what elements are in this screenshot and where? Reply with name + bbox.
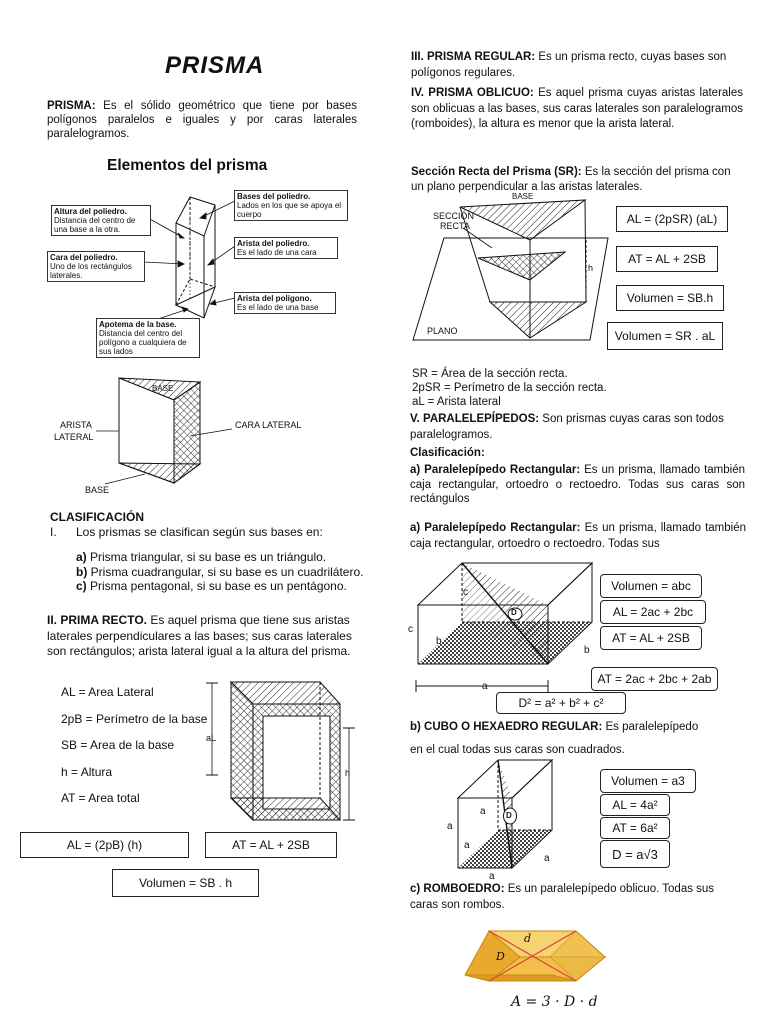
paralelepipedos-paragraph: V. PARALELEPÍPEDOS: Son prismas cuyas caras son todos paralelogramos. bbox=[410, 413, 724, 441]
definition-term: PRISMA: bbox=[47, 100, 96, 112]
cube-label-d: D bbox=[506, 811, 512, 820]
legend-at: AT = Area total bbox=[61, 791, 140, 805]
sr-label-seccion: SECCIÓN bbox=[433, 211, 475, 221]
box-label-a: a bbox=[482, 681, 488, 692]
legend-h: h = Altura bbox=[61, 764, 113, 779]
cube-label-a4: a bbox=[544, 853, 550, 864]
formula-at-cubo: AT = 6a² bbox=[600, 817, 670, 839]
label-base-bottom: BASE bbox=[85, 485, 110, 495]
clasificacion-heading: CLASIFICACIÓN bbox=[50, 510, 144, 524]
formula-at-recto: AT = AL + 2SB bbox=[205, 832, 337, 858]
clasificacion-item-b: b) Prisma cuadrangular, si su base es un cuadrilátero. bbox=[76, 564, 364, 579]
formula-at-sr: AT = AL + 2SB bbox=[616, 246, 718, 272]
cube-label-a3: a bbox=[464, 840, 470, 851]
clasificacion-item-c: c) Prisma pentagonal, si su base es un pentágono. bbox=[76, 579, 347, 593]
label-apotema-base: Apotema de la base. Distancia del centro del polígono a cualquiera de sus lados bbox=[96, 318, 200, 358]
clasificacion-list bbox=[76, 550, 363, 594]
cube-label-a2: a bbox=[447, 821, 453, 832]
box-label-c2: c bbox=[408, 624, 413, 635]
paralelepipedo-rectangular-paragraph: a) Paralelepípedo Rectangular: Es un prisma, llamado también caja rectangular, ortoedro o rectoedro. Todas sus caras son rectángulos bbox=[410, 464, 745, 505]
label-base-top: BASE bbox=[152, 384, 174, 393]
fig-label-h: h bbox=[345, 768, 351, 778]
clasificacion-intro: Los prismas se clasifican según sus bases en: bbox=[76, 525, 323, 539]
formula-al-sr: AL = (2pSR) (aL) bbox=[616, 206, 728, 232]
formula-al-box: AL = 2ac + 2bc bbox=[600, 600, 706, 624]
sr-label-plano: PLANO bbox=[427, 326, 458, 336]
box-label-b2: b bbox=[584, 645, 590, 656]
rombo-label-D: D bbox=[496, 950, 505, 963]
label-arista-poligono: Arista del polígono. Es el lado de una base bbox=[234, 292, 336, 314]
sr-definitions bbox=[412, 367, 607, 409]
sr-def-arista: aL = Arista lateral bbox=[412, 396, 501, 408]
prisma-oblicuo-paragraph: IV. PRISMA OBLICUO: Es aquel prisma cuyas aristas laterales son oblicuas a las bases, sus caras laterales son paralelogramos (romboides), la altura es menor que la arista lateral. bbox=[411, 87, 743, 130]
formula-vol-abc: Volumen = abc bbox=[600, 574, 702, 598]
box-label-c1: c bbox=[463, 587, 468, 598]
legend-2pb: 2pB = Perímetro de la base bbox=[61, 711, 208, 726]
legend-al: AL = Area Lateral bbox=[61, 685, 154, 699]
sr-def-area: SR = Área de la sección recta. bbox=[412, 368, 568, 380]
prisma-regular-paragraph: III. PRISMA REGULAR: Es un prisma recto, cuyas bases son polígonos regulares. bbox=[411, 51, 727, 79]
label-cara-lateral: CARA LATERAL bbox=[235, 420, 302, 430]
formula-al-recto: AL = (2pB) (h) bbox=[20, 832, 189, 858]
sr-label-h: h bbox=[588, 263, 594, 273]
sr-label-recta: RECTA bbox=[440, 221, 470, 231]
label-lateral: LATERAL bbox=[54, 432, 94, 442]
label-cara-poliedro: Cara del poliedro. Uno de los rectángulos laterales. bbox=[47, 251, 145, 282]
cubo-paragraph: b) CUBO O HEXAEDRO REGULAR: Es paralelepípedo bbox=[410, 721, 699, 733]
clasificacion-item-a: a) Prisma triangular, si su base es un triángulo. bbox=[76, 550, 327, 564]
box-label-b1: b bbox=[436, 636, 442, 647]
rombo-formula: A = 3 · D · d bbox=[511, 994, 598, 1010]
formula-vol-sr: Volumen = SR . aL bbox=[607, 322, 723, 350]
formula-vol-cubo: Volumen = a3 bbox=[600, 769, 696, 793]
fig-label-al: aL bbox=[206, 733, 217, 743]
cubo-paragraph-2: en el cual todas sus caras son cuadrados. bbox=[410, 744, 625, 756]
seccion-recta-paragraph: Sección Recta del Prisma (SR): Es la sección del prisma con un plano perpendicular a las aristas laterales. bbox=[411, 166, 731, 193]
formula-at-box: AT = AL + 2SB bbox=[600, 626, 702, 650]
formula-vol-sb: Volumen = SB.h bbox=[616, 285, 724, 311]
page-title: PRISMA bbox=[165, 52, 265, 79]
elements-heading: Elementos del prisma bbox=[107, 157, 268, 174]
formula-diagonal-box: D² = a² + b² + c² bbox=[496, 692, 626, 714]
formula-at-expanded: AT = 2ac + 2bc + 2ab bbox=[591, 667, 718, 691]
romboedro-paragraph: c) ROMBOEDRO: Es un paralelepípedo oblicuo. Todas sus caras son rombos. bbox=[410, 883, 715, 911]
formula-al-cubo: AL = 4a² bbox=[600, 794, 670, 816]
definition-text: Es el sólido geométrico que tiene por bases polígonos paralelos e iguales y por caras laterales paralelogramos. bbox=[47, 100, 357, 140]
rombo-label-d: d bbox=[524, 932, 532, 945]
clasificacion-num: I. bbox=[50, 525, 57, 539]
prisma-definition bbox=[47, 99, 357, 141]
recto-legend bbox=[61, 679, 207, 812]
cube-label-a1: a bbox=[480, 806, 486, 817]
label-arista: ARISTA bbox=[60, 420, 92, 430]
legend-sb: SB = Area de la base bbox=[61, 738, 175, 752]
label-bases-poliedro: Bases del poliedro. Lados en los que se apoya el cuerpo bbox=[234, 190, 348, 221]
sr-label-base: BASE bbox=[512, 192, 534, 201]
formula-vol-recto: Volumen = SB . h bbox=[112, 869, 259, 897]
prisma-recto-paragraph: II. PRIMA RECTO. Es aquel prisma que tiene sus aristas laterales perpendiculares a las bases; sus caras laterales son rectángulos; arista lateral igual a la altura del prisma. bbox=[47, 613, 352, 658]
romboedro-figure bbox=[0, 0, 1, 1]
label-arista-poliedro: Arista del poliedro. Es el lado de una cara bbox=[234, 237, 338, 259]
formula-diagonal-cubo: D = a√3 bbox=[600, 840, 670, 868]
cube-label-a5: a bbox=[489, 871, 495, 882]
box-label-d: D bbox=[511, 608, 517, 617]
clasificacion-label: Clasificación: bbox=[410, 447, 485, 459]
label-altura-poliedro: Altura del poliedro. Distancia del centro de una base a la otra. bbox=[51, 205, 151, 236]
paralelepipedo-rectangular-repeat: a) Paralelepípedo Rectangular: Es un prisma, llamado también caja rectangular, ortoedro o rectoedro. Todas sus bbox=[410, 522, 746, 550]
sr-def-perimetro: 2pSR = Perímetro de la sección recta. bbox=[412, 382, 607, 394]
